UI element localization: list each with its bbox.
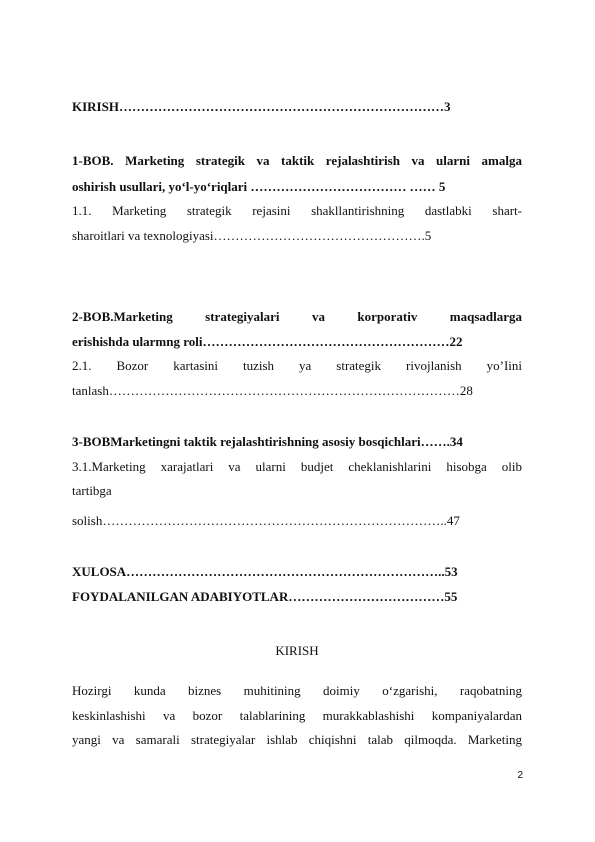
toc-bob1-line1: 1-BOB. Marketing strategik va taktik rejalashtirish va ularni amalga <box>72 153 522 168</box>
toc-section-3-1-line1: 3.1.Marketing xarajatlari va ularni budjet cheklanishlarini hisobga olib <box>72 459 522 474</box>
toc-bob2-line2: erishishda ularmng roli…………………………………………………22 <box>72 334 463 349</box>
toc-kirish: KIRISH…………………………………………………………………3 <box>72 99 451 114</box>
toc-bob3: 3-BOBMarketingni taktik rejalashtirishning asosiy bosqichlari…….34 <box>72 434 463 449</box>
toc-section-3-1-line3: solish……………………………………………………………………..47 <box>72 513 460 528</box>
toc-foydalanilgan: FOYDALANILGAN ADABIYOTLAR………………………………55 <box>72 589 458 604</box>
toc-xulosa: XULOSA………………………………………………………………..53 <box>72 564 458 579</box>
toc-bob1-line2: oshirish usullari, yo‘l-yo‘riqlari ……………………………… …… 5 <box>72 179 446 194</box>
section-heading: KIRISH <box>275 643 319 658</box>
toc-section-2-1-line2: tanlash………………………………………………………………………28 <box>72 383 473 398</box>
paragraph-line-1: Hozirgi kunda biznes muhitining doimiy o‘zgarishi, raqobatning <box>72 683 522 698</box>
paragraph-line-3: yangi va samarali strategiyalar ishlab chiqishni talab qilmoqda. Marketing <box>72 732 522 747</box>
toc-section-1-1-line1: 1.1. Marketing strategik rejasini shakllantirishning dastlabki shart- <box>72 203 522 218</box>
paragraph-line-2: keskinlashishi va bozor talablarining murakkablashishi kompaniyalardan <box>72 708 522 723</box>
page-number: 2 <box>517 770 523 781</box>
toc-section-2-1-line1: 2.1. Bozor kartasini tuzish ya strategik rivojlanish yo’Iini <box>72 358 522 373</box>
toc-section-1-1-line2: sharoitlari va texnologiyasi………………………………………….5 <box>72 228 432 243</box>
toc-bob2-line1: 2-BOB.Marketing strategiyalari va korporativ maqsadlarga <box>72 309 522 324</box>
toc-section-3-1-line2: tartibga <box>72 483 112 498</box>
